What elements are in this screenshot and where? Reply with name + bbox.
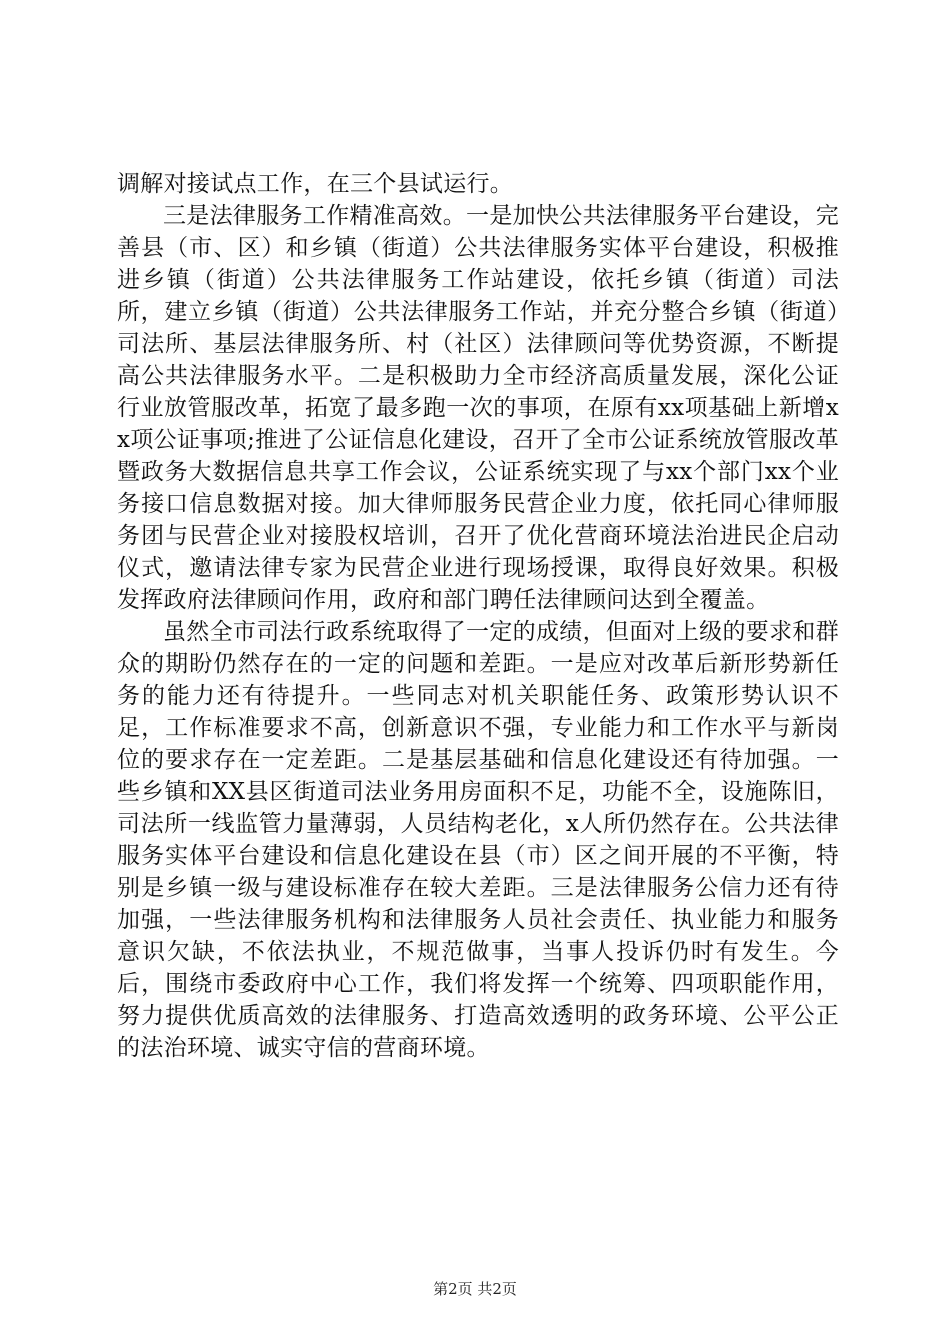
paragraph-continuation: 调解对接试点工作，在三个县试运行。 <box>117 171 514 197</box>
paragraph-problems-and-plans: 虽然全市司法行政系统取得了一定的成绩，但面对上级的要求和群众的期盼仍然存在的一定的问题和差距。一是应对改革后新形势新任务的能力还有待提升。一些同志对机关职能任务、政策形势认识不足，工作标准要求不高，创新意识不强，专业能力和工作水平与新岗位的要求存在一定差距。二是基层基础和信息化建设还有待加强。一些乡镇和XX县区街道司法业务用房面积不足，功能不全，设施陈旧，司法所一线监管力量薄弱，人员结构老化，x人所仍然存在。公共法律服务实体平台建设和信息化建设在县（市）区之间开展的不平衡，特别是乡镇一级与建设标准存在较大差距。三是法律服务公信力还有待加强，一些法律服务机构和法律服务人员社会责任、执业能力和服务意识欠缺，不依法执业，不规范做事，当事人投诉仍时有发生。今后，围绕市委政府中心工作，我们将发挥一个统筹、四项职能作用，努力提供优质高效的法律服务、打造高效透明的政务环境、公平公正的法治环境、诚实守信的营商环境。 <box>117 619 839 1061</box>
document-body <box>117 168 839 1064</box>
page-number-footer: 第2页 共2页 <box>433 1280 517 1298</box>
paragraph-legal-services: 三是法律服务工作精准高效。一是加快公共法律服务平台建设，完善县（市、区）和乡镇（街道）公共法律服务实体平台建设，积极推进乡镇（街道）公共法律服务工作站建设，依托乡镇（街道）司法所，建立乡镇（街道）公共法律服务工作站，并充分整合乡镇（街道）司法所、基层法律服务所、村（社区）法律顾问等优势资源，不断提高公共法律服务水平。二是积极助力全市经济高质量发展，深化公证行业放管服改革，拓宽了最多跑一次的事项，在原有xx项基础上新增xx项公证事项;推进了公证信息化建设，召开了全市公证系统放管服改革暨政务大数据信息共享工作会议，公证系统实现了与xx个部门xx个业务接口信息数据对接。加大律师服务民营企业力度，依托同心律师服务团与民营企业对接股权培训，召开了优化营商环境法治进民企启动仪式，邀请法律专家为民营企业进行现场授课，取得良好效果。积极发挥政府法律顾问作用，政府和部门聘任法律顾问达到全覆盖。 <box>117 203 839 613</box>
